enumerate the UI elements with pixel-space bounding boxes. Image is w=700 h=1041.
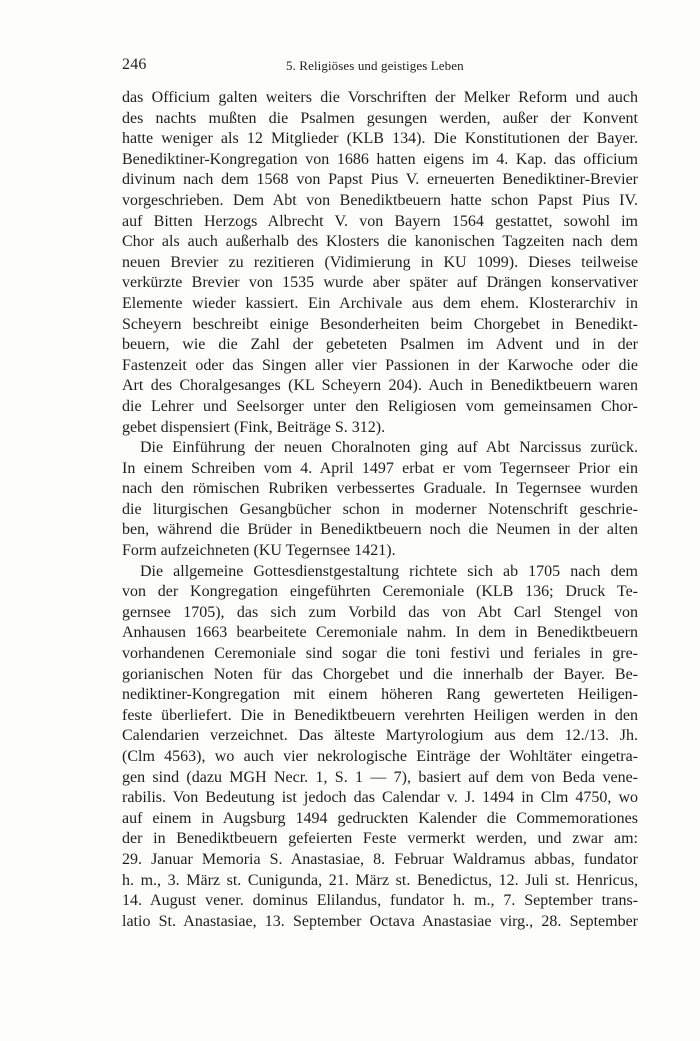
text-line: vorgeschrieben. Dem Abt von Benediktbeuern hatte schon Papst Pius IV. (122, 191, 638, 209)
text-line: von der Kongregation eingeführten Ceremoniale (KLB 136; Druck Te- (122, 583, 638, 601)
text-line: auf einem in Augsburg 1494 gedruckten Kalender die Commemorationes (122, 809, 638, 827)
text-line: 14. August vener. dominus Elilandus, fundator h. m., 7. September trans- (122, 892, 638, 910)
text-line: verkürzte Brevier von 1535 wurde aber später auf Drängen konservativer (122, 274, 638, 292)
text-line: gen sind (dazu MGH Necr. 1, S. 1 — 7), basiert auf dem von Beda vene- (122, 768, 638, 786)
body-text (122, 88, 638, 932)
text-line: nach den römischen Rubriken verbessertes Graduale. In Tegernsee wurden (122, 480, 638, 498)
text-line: das Officium galten weiters die Vorschriften der Melker Reform und auch (122, 89, 638, 106)
text-line: die Lehrer und Seelsorger unter den Religiosen vom gemeinsamen Chor- (122, 397, 638, 415)
text-line: des nachts mußten die Psalmen gesungen werden, außer der Konvent (122, 109, 638, 127)
text-line: vorhandenen Ceremoniale sind sogar die toni festivi und feriales in gre- (122, 645, 638, 663)
text-line: ben, während die Brüder in Benediktbeuern noch die Neumen in der alten (122, 521, 638, 539)
running-head: 5. Religiöses und geistiges Leben (286, 58, 464, 73)
text-line: nediktiner-Kongregation mit einem höheren Rang gewerteten Heiligen- (122, 686, 638, 704)
text-line: hatte weniger als 12 Mitglieder (KLB 134). Die Konstitutionen der Bayer. (122, 130, 638, 148)
text-line: h. m., 3. März st. Cunigunda, 21. März st. Benedictus, 12. Juli st. Henricus, (122, 871, 638, 889)
text-line: Fastenzeit oder das Singen aller vier Passionen in der Karwoche oder die (122, 356, 638, 374)
text-line: (Clm 4563), wo auch vier nekrologische Einträge der Wohltäter eingetra- (122, 748, 638, 765)
text-line: rabilis. Von Bedeutung ist jedoch das Calendar v. J. 1494 in Clm 4750, wo (122, 789, 638, 807)
text-line: gebet dispensiert (Fink, Beiträge S. 312). (122, 418, 386, 436)
text-line: gorianischen Noten für das Chorgebet und die innerhalb der Bayer. Be- (122, 665, 638, 683)
text-line: Benediktiner-Kongregation von 1686 hatten eigens im 4. Kap. das officium (122, 150, 638, 168)
text-line: latio St. Anastasiae, 13. September Octava Anastasiae virg., 28. September (122, 912, 638, 930)
text-line: gernsee 1705), das sich zum Vorbild das von Abt Carl Stengel von (122, 603, 638, 621)
text-line: der in Benediktbeuern gefeierten Feste vermerkt werden, und zwar am: (122, 830, 638, 848)
text-line: die liturgischen Gesangbücher schon in moderner Notenschrift geschrie- (122, 500, 638, 518)
text-line: Form aufzeichneten (KU Tegernsee 1421). (122, 542, 396, 560)
text-line: 29. Januar Memoria S. Anastasiae, 8. Februar Waldramus abbas, fundator (122, 850, 638, 868)
text-line: Die allgemeine Gottesdienstgestaltung richtete sich ab 1705 nach dem (140, 562, 638, 580)
page-number: 246 (122, 56, 147, 73)
text-line: Art des Choralgesanges (KL Scheyern 204). Auch in Benediktbeuern waren (122, 377, 638, 395)
text-line: auf Bitten Herzogs Albrecht V. von Bayern 1564 gestattet, sowohl im (122, 212, 638, 230)
text-line: Die Einführung der neuen Choralnoten ging auf Abt Narcissus zurück. (140, 439, 638, 457)
text-line: Anhausen 1663 bearbeitete Ceremoniale nahm. In dem in Benediktbeuern (122, 624, 638, 642)
text-line: feste überliefert. Die in Benediktbeuern verehrten Heiligen werden in den (122, 706, 638, 724)
text-line: Chor als auch außerhalb des Klosters die kanonischen Tagzeiten nach dem (122, 233, 638, 251)
text-line: In einem Schreiben vom 4. April 1497 erbat er vom Tegernseer Prior ein (122, 459, 638, 477)
text-line: neuen Brevier zu rezitieren (Vidimierung in KU 1099). Dieses teilweise (122, 253, 638, 271)
text-line: Calendarien verzeichnet. Das älteste Martyrologium aus dem 12./13. Jh. (122, 727, 638, 745)
text-line: Scheyern beschreibt einige Besonderheiten beim Chorgebet in Benedikt- (122, 315, 638, 333)
text-line: Elemente wieder kassiert. Ein Archivale aus dem ehem. Klosterarchiv in (122, 294, 638, 312)
text-line: divinum nach dem 1568 von Papst Pius V. erneuerten Benediktiner-Brevier (122, 171, 638, 189)
text-line: beuern, wie die Zahl der gebeteten Psalmen im Advent und in der (122, 336, 638, 354)
